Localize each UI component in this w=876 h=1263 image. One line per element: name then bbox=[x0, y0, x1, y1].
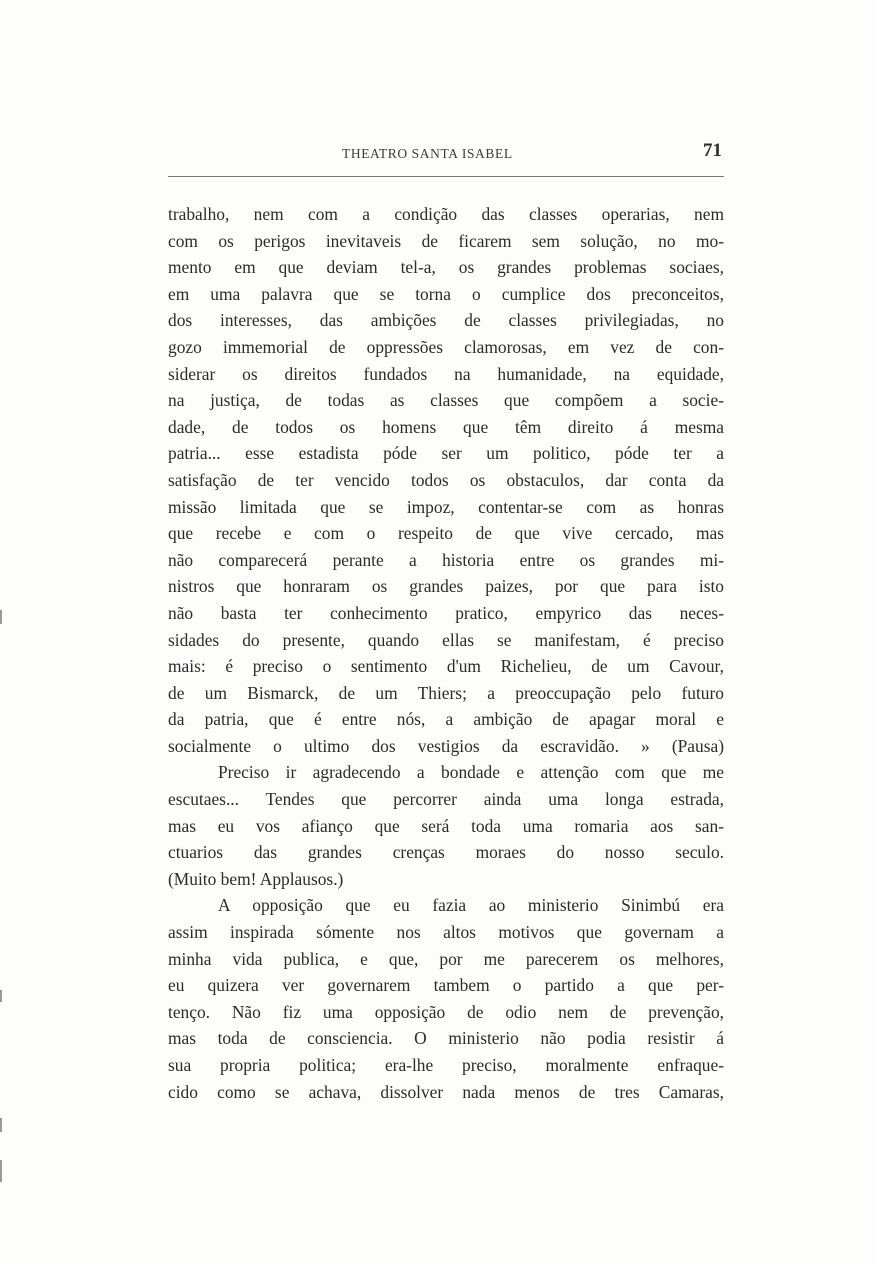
text-line: siderar os direitos fundados na humanidade, na equidade, bbox=[168, 363, 724, 384]
text-line: da patria, que é entre nós, a ambição de apagar moral e bbox=[168, 709, 724, 730]
text-line: A opposição que eu fazia ao ministerio Sinimbú era bbox=[218, 895, 724, 916]
text-line: de um Bismarck, de um Thiers; a preoccupação pelo futuro bbox=[168, 682, 724, 703]
text-line: mas eu vos afianço que será toda uma romaria aos san- bbox=[168, 815, 724, 836]
text-line: gozo immemorial de oppressões clamorosas, em vez de con- bbox=[168, 336, 724, 357]
text-line: missão limitada que se impoz, contentar-se com as honras bbox=[168, 496, 724, 517]
text-line: não basta ter conhecimento pratico, empyrico das neces- bbox=[168, 602, 724, 623]
text-line: nistros que honraram os grandes paizes, por que para isto bbox=[168, 576, 724, 597]
page-number: 71 bbox=[703, 140, 722, 161]
text-line: dade, de todos os homens que têm direito á mesma bbox=[168, 416, 724, 437]
text-line: escutaes... Tendes que percorrer ainda uma longa estrada, bbox=[168, 789, 724, 810]
text-line: que recebe e com o respeito de que vive cercado, mas bbox=[168, 523, 724, 544]
text-line: mas toda de consciencia. O ministerio não podia resistir á bbox=[168, 1028, 724, 1049]
text-line: patria... esse estadista póde ser um politico, póde ter a bbox=[168, 443, 724, 464]
scan-edge-mark bbox=[0, 1118, 2, 1132]
text-line: não comparecerá perante a historia entre os grandes mi- bbox=[168, 549, 724, 570]
text-line: tenço. Não fiz uma opposição de odio nem de prevenção, bbox=[168, 1001, 724, 1022]
text-line: mais: é preciso o sentimento d'um Richelieu, de um Cavour, bbox=[168, 656, 724, 677]
text-line: mento em que deviam tel-a, os grandes problemas sociaes, bbox=[168, 257, 724, 278]
running-title: THEATRO SANTA ISABEL bbox=[342, 146, 513, 161]
text-line: sidades do presente, quando ellas se manifestam, é preciso bbox=[168, 629, 724, 650]
text-line: na justiça, de todas as classes que compõem a socie- bbox=[168, 390, 724, 411]
body-text bbox=[168, 201, 724, 1105]
text-line: dos interesses, das ambições de classes privilegiadas, no bbox=[168, 310, 724, 331]
page-header bbox=[168, 140, 724, 176]
text-line: (Muito bem! Applausos.) bbox=[168, 868, 344, 889]
text-line: socialmente o ultimo dos vestigios da escravidão. » (Pausa) bbox=[168, 735, 724, 756]
text-line: eu quizera ver governarem tambem o partido a que per- bbox=[168, 975, 724, 996]
text-line: ctuarios das grandes crenças moraes do nosso seculo. bbox=[168, 842, 724, 863]
text-line: sua propria politica; era-lhe preciso, moralmente enfraque- bbox=[168, 1055, 724, 1075]
header-rule bbox=[168, 176, 724, 177]
scan-edge-mark bbox=[0, 990, 2, 1002]
scan-edge-mark bbox=[0, 1160, 2, 1182]
text-line: trabalho, nem com a condição das classes operarias, nem bbox=[168, 204, 724, 224]
text-line: com os perigos inevitaveis de ficarem sem solução, no mo- bbox=[168, 230, 724, 251]
text-line: assim inspirada sómente nos altos motivos que governam a bbox=[168, 922, 724, 943]
text-line: em uma palavra que se torna o cumplice dos preconceitos, bbox=[168, 283, 724, 304]
text-line: minha vida publica, e que, por me parecerem os melhores, bbox=[168, 948, 724, 969]
text-line: satisfação de ter vencido todos os obstaculos, dar conta da bbox=[168, 469, 724, 490]
scan-edge-mark bbox=[0, 610, 2, 624]
text-line: cido como se achava, dissolver nada menos de tres Camaras, bbox=[168, 1081, 724, 1102]
text-line: Preciso ir agradecendo a bondade e attenção com que me bbox=[218, 762, 724, 783]
